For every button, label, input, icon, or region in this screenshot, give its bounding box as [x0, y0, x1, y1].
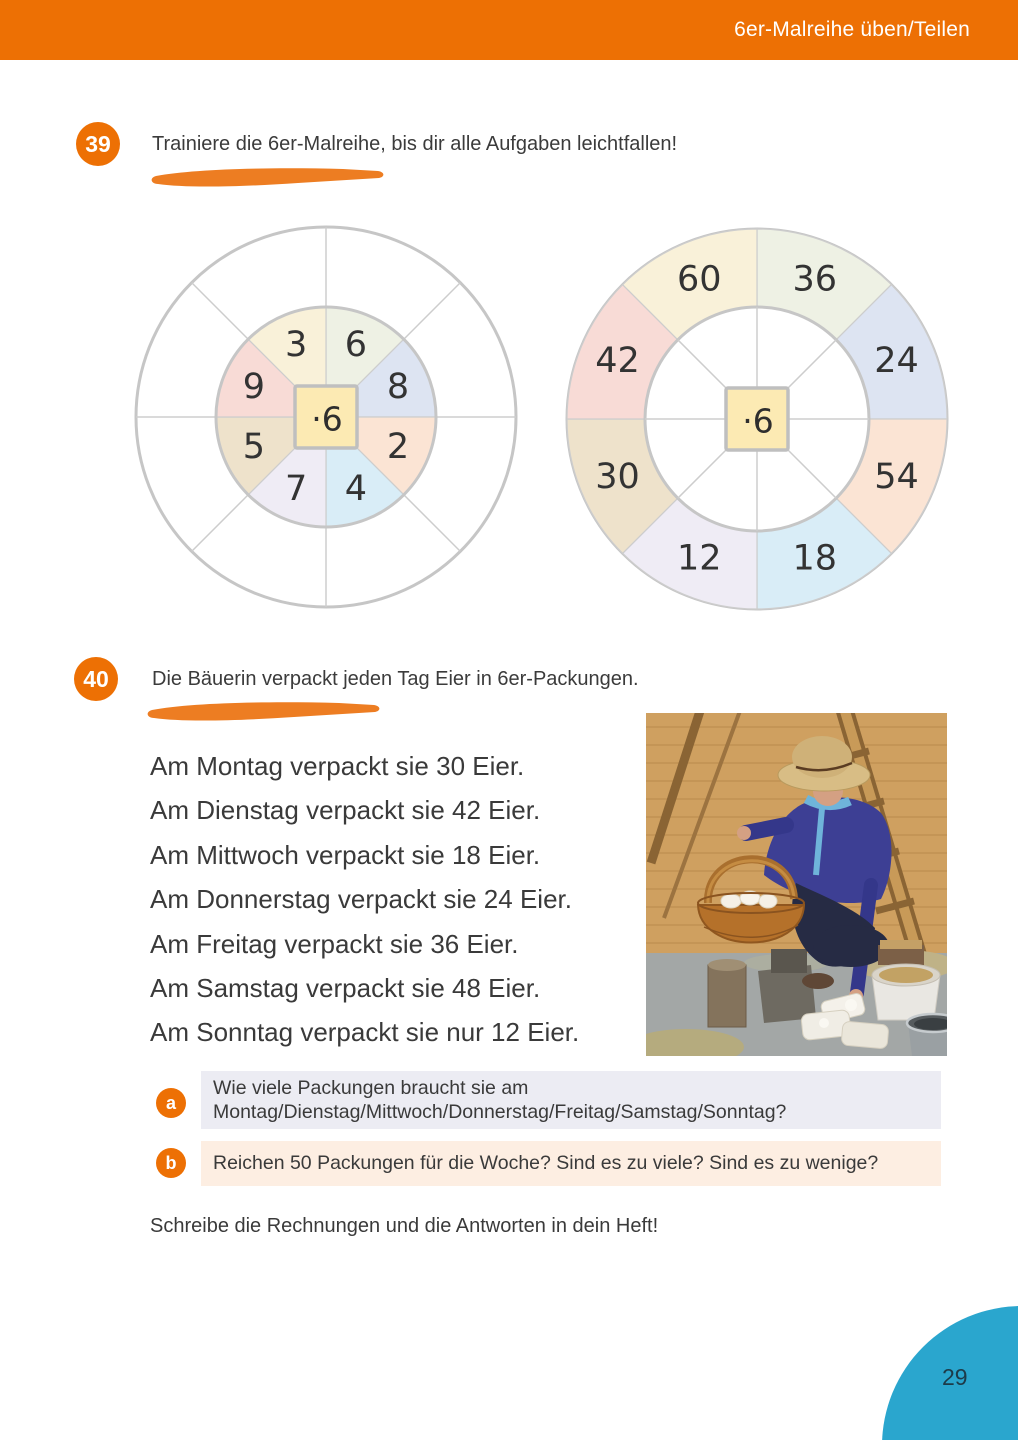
day-list	[150, 744, 579, 1055]
task-39-title: Trainiere die 6er-Malreihe, bis dir alle Aufgaben leichtfallen!	[152, 133, 678, 155]
task-40-title: Die Bäuerin verpackt jeden Tag Eier in 6er-Packungen.	[152, 668, 639, 690]
task-39-badge	[76, 122, 120, 166]
wheel-number: 5	[242, 426, 266, 467]
question-b-text: Reichen 50 Packungen für die Woche? Sind es zu viele? Sind es zu wenige?	[213, 1152, 879, 1174]
highlight-swoosh	[148, 165, 388, 191]
header-title: 6er-Malreihe üben/Teilen	[734, 18, 970, 41]
wheel-number: 9	[242, 367, 266, 408]
question-a-text: Wie viele Packungen braucht sie am Montag/Dienstag/Mittwoch/Donnerstag/Freitag/Samstag/Sonntag?	[213, 1077, 787, 1123]
day-line: Am Sonntag verpackt sie nur 12 Eier.	[150, 1017, 580, 1048]
question-b-label: b	[165, 1152, 177, 1173]
multiplication-wheel-left	[126, 217, 526, 617]
photo-metal-pot	[907, 1014, 947, 1056]
day-line: Am Samstag verpackt sie 48 Eier.	[150, 973, 541, 1004]
question-a-label: a	[165, 1092, 176, 1113]
page-header	[0, 0, 1018, 60]
task-40-badge	[74, 657, 118, 701]
page-number: 29	[942, 1364, 968, 1390]
photo-grain-bucket	[872, 964, 940, 1020]
day-line: Am Donnerstag verpackt sie 24 Eier.	[150, 884, 572, 915]
question-b-box	[201, 1141, 941, 1186]
wheel-number: 60	[676, 259, 722, 300]
highlight-swoosh	[144, 699, 384, 725]
wheel-number: 42	[595, 341, 640, 382]
wheel-number: 6	[344, 324, 367, 365]
day-line: Am Dienstag verpackt sie 42 Eier.	[150, 795, 541, 826]
day-line: Am Freitag verpackt sie 36 Eier.	[150, 928, 519, 959]
wheel-center-label: ·6	[311, 399, 343, 439]
wheel-number: 24	[874, 341, 919, 382]
question-a-box	[201, 1071, 941, 1129]
multiplication-wheel-right	[557, 219, 957, 619]
photo-stump	[708, 959, 746, 1027]
wheel-number: 7	[285, 469, 308, 510]
wheel-number: 36	[792, 259, 838, 300]
wheel-number: 54	[874, 456, 919, 497]
wheel-number: 8	[386, 367, 410, 408]
footer-instruction: Schreibe die Rechnungen und die Antworten in dein Heft!	[150, 1215, 659, 1237]
task-39-number: 39	[85, 130, 111, 157]
question-b-badge	[156, 1148, 186, 1178]
wheel-number: 12	[676, 538, 722, 579]
question-a-badge	[156, 1088, 186, 1118]
wheel-number: 18	[792, 538, 838, 579]
wheel-number: 3	[285, 324, 308, 365]
day-line: Am Mittwoch verpackt sie 18 Eier.	[150, 839, 541, 870]
task-40-number: 40	[83, 665, 109, 692]
wheel-number: 2	[386, 426, 410, 467]
photo-grain-brick	[878, 940, 924, 965]
wheel-center-label: ·6	[742, 401, 774, 441]
day-line: Am Montag verpackt sie 30 Eier.	[150, 751, 525, 781]
wheel-number: 30	[595, 456, 640, 497]
wheel-number: 4	[344, 469, 367, 510]
farmer-photo	[646, 713, 947, 1056]
